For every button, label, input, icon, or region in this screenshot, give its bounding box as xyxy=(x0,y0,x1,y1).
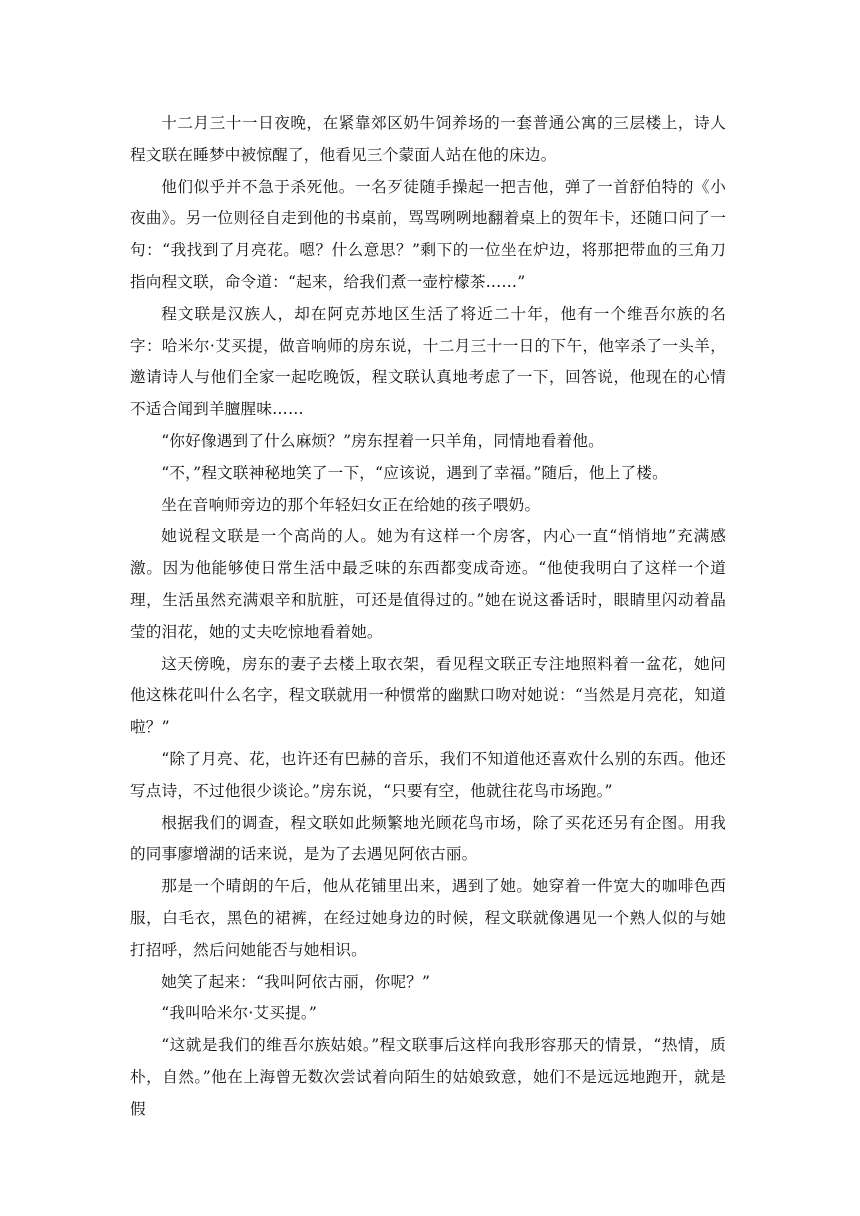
paragraph-6: 坐在音响师旁边的那个年轻妇女正在给她的孩子喂奶。 xyxy=(161,495,541,514)
paragraph-12: 她笑了起来：“我叫阿依古丽，你呢？” xyxy=(161,972,431,991)
paragraph-14: “这就是我们的维吾尔族姑娘。”程文联事后这样向我形容那天的情景，“热情，质朴，自然。”他在上海曾无数次尝试着向陌生的姑娘致意，她们不是远远地跑开，就是假 xyxy=(130,1036,726,1118)
paragraph-2: 他们似乎并不急于杀死他。一名歹徒随手操起一把吉他，弹了一首舒伯特的《小夜曲》。另一位则径自走到他的书桌前，骂骂咧咧地翻着桌上的贺年卡，还随口问了一句：“我找到了月亮花。嗯？什么意思？”剩下的一位坐在炉边，将那把带血的三角刀指向程文联，命令道：“起来，给我们煮一壶柠檬茶……” xyxy=(130,177,726,291)
paragraph-1: 十二月三十一日夜晚，在紧靠郊区奶牛饲养场的一套普通公寓的三层楼上，诗人程文联在睡梦中被惊醒了，他看见三个蒙面人站在他的床边。 xyxy=(130,114,726,164)
paragraph-8: 这天傍晚，房东的妻子去楼上取衣架，看见程文联正专注地照料着一盆花，她问他这株花叫什么名字，程文联就用一种惯常的幽默口吻对她说：“当然是月亮花，知道啦？” xyxy=(130,654,726,737)
paragraph-4: “你好像遇到了什么麻烦？”房东捏着一只羊角，同情地看着他。 xyxy=(161,431,604,450)
paragraph-9: “除了月亮、花，也许还有巴赫的音乐，我们不知道他还喜欢什么别的东西。他还写点诗，不过他很少谈论。”房东说，“只要有空，他就往花鸟市场跑。” xyxy=(130,749,726,800)
body-text xyxy=(130,108,726,1126)
paragraph-5: “不，”程文联神秘地笑了一下，“应该说，遇到了幸福。”随后，他上了楼。 xyxy=(161,463,668,482)
paragraph-11: 那是一个晴朗的午后，他从花铺里出来，遇到了她。她穿着一件宽大的咖啡色西服，白毛衣，黑色的裙裤，在经过她身边的时候，程文联就像遇见一个熟人似的与她打招呼，然后问她能否与她相识。 xyxy=(130,877,726,959)
paragraph-7: 她说程文联是一个高尚的人。她为有这样一个房客，内心一直“悄悄地”充满感激。因为他能够使日常生活中最乏味的东西都变成奇迹。“他使我明白了这样一个道理，生活虽然充满艰辛和肮脏，可还是值得过的。”她在说这番话时，眼睛里闪动着晶莹的泪花，她的丈夫吃惊地看着她。 xyxy=(130,527,726,641)
paragraph-10: 根据我们的调查，程文联如此频繁地光顾花鸟市场，除了买花还另有企图。用我的同事廖增湖的话来说，是为了去遇见阿依古丽。 xyxy=(130,813,726,864)
paragraph-13: “我叫哈米尔·艾买提。” xyxy=(161,1004,318,1023)
paragraph-3: 程文联是汉族人，却在阿克苏地区生活了将近二十年，他有一个维吾尔族的名字：哈米尔·艾买提，做音响师的房东说，十二月三十一日的下午，他宰杀了一头羊，邀请诗人与他们全家一起吃晚饭，程文联认真地考虑了一下，回答说，他现在的心情不适合闻到羊膻腥味…… xyxy=(130,304,726,419)
